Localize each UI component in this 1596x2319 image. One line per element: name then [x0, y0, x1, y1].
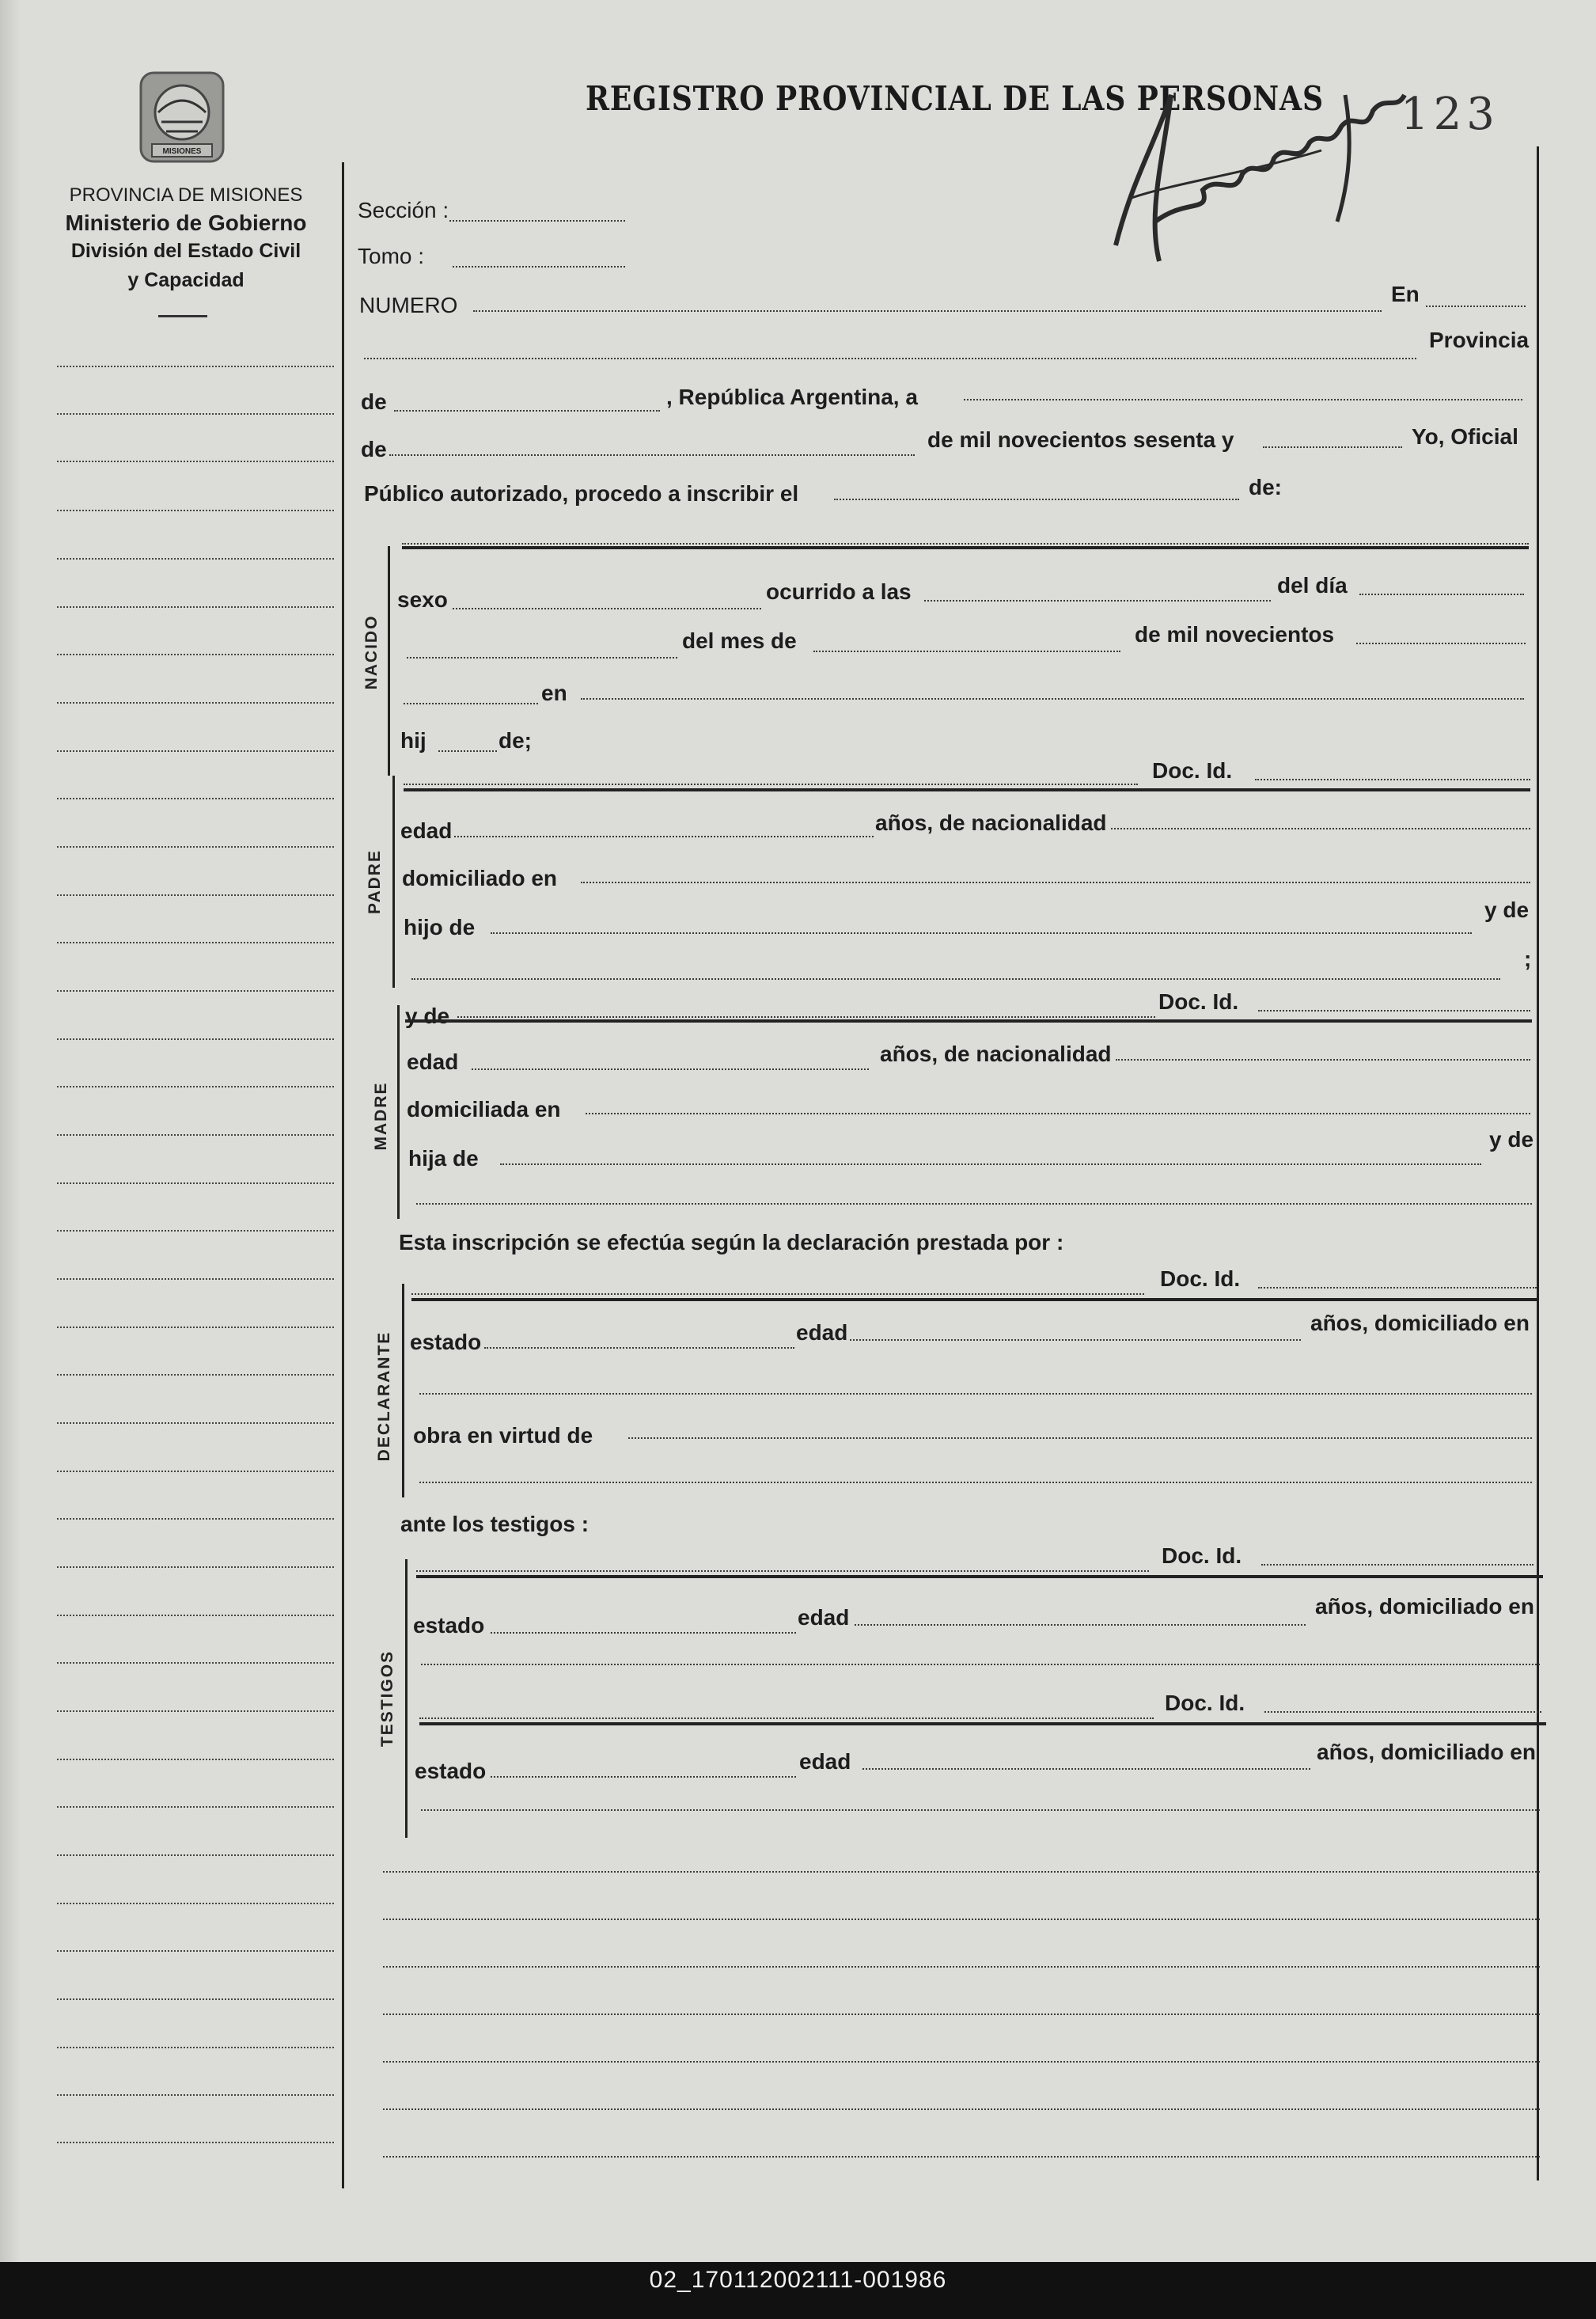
notes-line[interactable]	[383, 2061, 1540, 2063]
mil-sesenta-label: de mil novecientos sesenta y	[927, 427, 1234, 452]
de-label: de	[361, 389, 387, 414]
del-dia-label: del día	[1277, 573, 1348, 598]
testigo2-edad-field[interactable]	[862, 1768, 1310, 1770]
handwritten-cancelled-signature	[1084, 63, 1416, 269]
padre-nac-field[interactable]	[1111, 828, 1530, 829]
padre-hijo-label: hijo de	[404, 915, 476, 939]
inscribir-line2[interactable]	[402, 543, 1529, 545]
padre-section-label: PADRE	[366, 849, 384, 914]
padre-dom-field[interactable]	[581, 882, 1530, 883]
en-field[interactable]	[1426, 306, 1526, 307]
de-field[interactable]	[394, 410, 660, 412]
testigo2-doc-label: Doc. Id.	[1165, 1691, 1245, 1715]
madre-nac-label: años, de nacionalidad	[880, 1042, 1112, 1066]
declarante-nombre-field[interactable]	[411, 1293, 1144, 1295]
declarante-anos-dom-label: años, domiciliado en	[1310, 1311, 1530, 1335]
padre-nac-label: años, de nacionalidad	[875, 810, 1107, 835]
testigo1-doc-label: Doc. Id.	[1162, 1543, 1242, 1568]
page-spine-shadow	[0, 0, 21, 2262]
padre-dom-label: domiciliado en	[402, 866, 558, 890]
de2-label: de	[361, 437, 387, 461]
mes-field[interactable]	[813, 651, 1120, 652]
declarante-estado-field[interactable]	[484, 1347, 794, 1349]
de-colon-label: de:	[1249, 475, 1282, 499]
declarante-obra-line2[interactable]	[419, 1482, 1532, 1483]
image-id-caption: 02_170112002111-001986	[649, 2267, 947, 2293]
notes-line[interactable]	[383, 1871, 1540, 1873]
division-label: División del Estado Civil	[70, 240, 301, 262]
dia-line2[interactable]	[407, 657, 677, 659]
testigo1-estado-label: estado	[413, 1613, 485, 1638]
declarante-obra-field[interactable]	[628, 1437, 1532, 1439]
yo-oficial-label: Yo, Oficial	[1412, 424, 1518, 449]
sexo-label: sexo	[397, 587, 448, 612]
testigo1-dom-field[interactable]	[421, 1664, 1540, 1665]
declarante-edad-label: edad	[796, 1320, 848, 1345]
padre-hijo-field[interactable]	[491, 932, 1472, 934]
madre-nac-field[interactable]	[1116, 1059, 1530, 1061]
de-semi-label: de;	[499, 728, 532, 753]
testigo1-nombre-field[interactable]	[416, 1570, 1149, 1572]
mil-nov-label: de mil novecientos	[1135, 622, 1335, 647]
del-mes-label: del mes de	[682, 628, 797, 653]
declarante-estado-label: estado	[410, 1330, 482, 1354]
testigo1-estado-field[interactable]	[491, 1632, 796, 1634]
madre-yde2-label: y de	[1489, 1127, 1534, 1152]
padre-semicolon: ;	[1524, 947, 1532, 971]
madre-nombre-field[interactable]	[457, 1016, 1155, 1018]
testigo2-doc-field[interactable]	[1264, 1711, 1541, 1713]
padre-doc-label: Doc. Id.	[1152, 758, 1233, 783]
inscribir-field[interactable]	[834, 499, 1239, 500]
left-column-border	[342, 162, 344, 2188]
testigo1-doc-field[interactable]	[1261, 1564, 1533, 1566]
testigos-intro: ante los testigos :	[400, 1512, 589, 1536]
right-column-border	[1537, 146, 1539, 2180]
declarante-edad-field[interactable]	[850, 1339, 1301, 1341]
padre-doc-field[interactable]	[1255, 779, 1530, 780]
testigo2-dom-field[interactable]	[421, 1809, 1540, 1811]
notes-line[interactable]	[383, 2013, 1540, 2015]
madre-section-label: MADRE	[372, 1081, 390, 1151]
testigo2-nombre-field[interactable]	[419, 1717, 1154, 1719]
padre-yde-field[interactable]	[411, 978, 1500, 980]
tomo-field[interactable]	[453, 266, 625, 268]
declarante-doc-label: Doc. Id.	[1160, 1266, 1241, 1291]
province-label: PROVINCIA DE MISIONES	[69, 184, 303, 206]
declarante-dom-field[interactable]	[419, 1393, 1532, 1395]
month-field[interactable]	[389, 454, 915, 456]
hij-label: hij	[400, 728, 426, 753]
madre-yde-label: y de	[405, 1004, 450, 1028]
notes-line[interactable]	[383, 2156, 1540, 2158]
publico-label: Público autorizado, procedo a inscribir el	[364, 481, 799, 506]
madre-edad-label: edad	[407, 1049, 459, 1074]
en-nacido-label: en	[541, 681, 567, 705]
notes-line[interactable]	[383, 1966, 1540, 1968]
ministry-label: Ministerio de Gobierno	[65, 211, 307, 235]
folio-number: 123	[1401, 89, 1499, 140]
anio-line2[interactable]	[404, 703, 538, 704]
testigo1-edad-field[interactable]	[855, 1624, 1306, 1626]
nacido-section-label: NACIDO	[362, 614, 381, 690]
hij-field[interactable]	[438, 750, 497, 752]
header-divider	[158, 315, 207, 317]
ocurrido-label: ocurrido a las	[766, 579, 912, 604]
nacido-top-rule	[402, 546, 1529, 549]
testigo2-estado-label: estado	[415, 1759, 487, 1783]
declarante-intro: Esta inscripción se efectúa según la declaración prestada por :	[399, 1230, 1064, 1254]
provincia-label: Provincia	[1429, 328, 1530, 352]
padre-yde-label: y de	[1484, 898, 1530, 922]
seccion-label: Sección :	[358, 198, 449, 222]
anio-field[interactable]	[1356, 643, 1526, 644]
testigo2-edad-label: edad	[799, 1749, 851, 1774]
madre-hija-label: hija de	[408, 1146, 479, 1171]
date-day-field[interactable]	[964, 399, 1522, 400]
testigos-section-label: TESTIGOS	[378, 1649, 396, 1748]
madre-dom-field[interactable]	[586, 1113, 1530, 1114]
capacity-label: y Capacidad	[127, 269, 245, 291]
lugar-field[interactable]	[581, 698, 1524, 700]
padre-nombre-field[interactable]	[404, 784, 1138, 785]
madre-doc-field[interactable]	[1258, 1010, 1530, 1011]
numero-label: NUMERO	[359, 293, 458, 317]
republica-label: , República Argentina, a	[666, 385, 918, 409]
sexo-field[interactable]	[453, 608, 761, 609]
notes-line[interactable]	[383, 1919, 1540, 1920]
page-title: REGISTRO PROVINCIAL DE LAS PERSONAS	[586, 79, 1324, 118]
testigo2-estado-field[interactable]	[491, 1776, 796, 1778]
seal-ribbon-text: MISIONES	[162, 147, 202, 156]
madre-dom-label: domiciliada en	[407, 1097, 561, 1122]
padre-edad-field[interactable]	[454, 836, 874, 837]
location-field[interactable]	[364, 358, 1416, 359]
province-seal-icon	[135, 65, 229, 172]
declarante-doc-field[interactable]	[1258, 1287, 1537, 1289]
en-label: En	[1391, 282, 1420, 306]
declarante-section-label: DECLARANTE	[375, 1330, 393, 1462]
testigo1-edad-label: edad	[798, 1605, 850, 1630]
numero-field[interactable]	[473, 310, 1382, 312]
dia-field[interactable]	[1359, 594, 1524, 595]
madre-edad-field[interactable]	[472, 1068, 869, 1070]
padre-edad-label: edad	[400, 818, 453, 843]
notes-line[interactable]	[383, 2108, 1540, 2110]
year-field[interactable]	[1263, 446, 1402, 448]
madre-hija-field[interactable]	[500, 1163, 1481, 1165]
madre-yde2-field[interactable]	[416, 1203, 1532, 1205]
seccion-field[interactable]	[449, 220, 625, 222]
declarante-obra-label: obra en virtud de	[413, 1423, 593, 1448]
testigo1-anos-dom-label: años, domiciliado en	[1315, 1594, 1534, 1619]
tomo-label: Tomo :	[358, 244, 425, 268]
testigo2-anos-dom-label: años, domiciliado en	[1317, 1740, 1536, 1764]
hora-field[interactable]	[924, 600, 1271, 602]
madre-doc-label: Doc. Id.	[1158, 989, 1239, 1014]
